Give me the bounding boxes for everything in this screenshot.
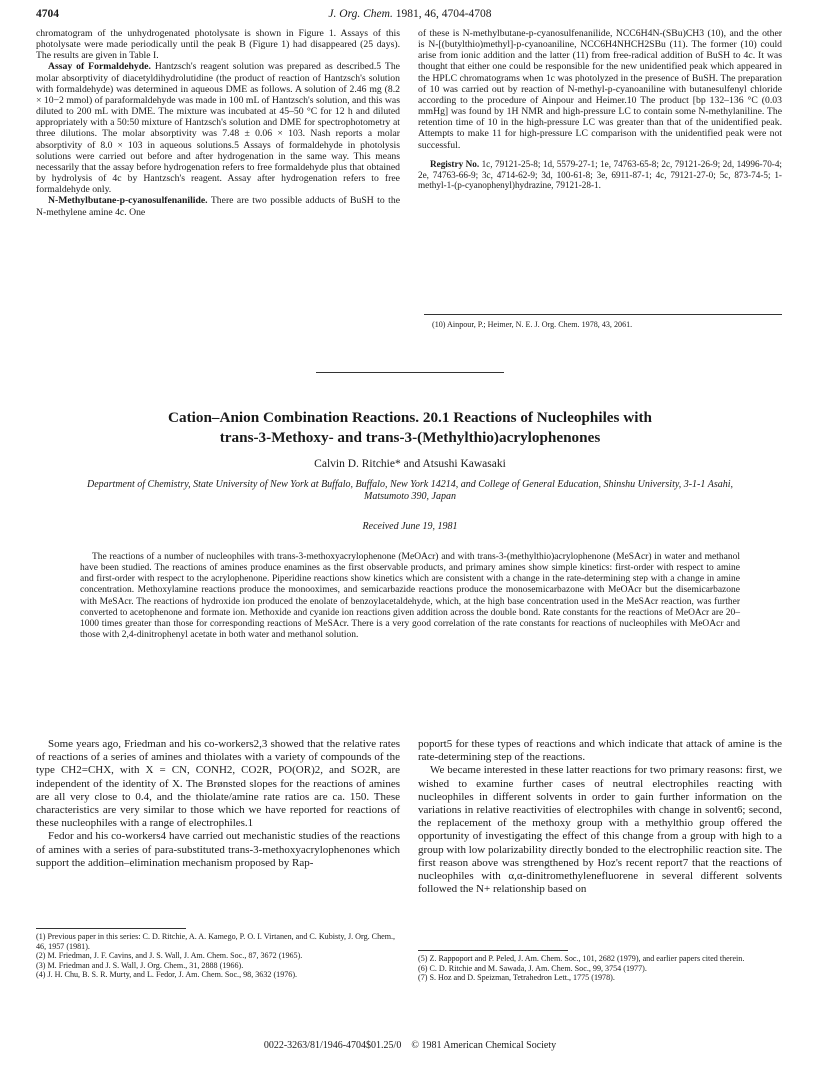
formaldehyde-heading: Assay of Formaldehyde.: [48, 61, 151, 73]
footnote: (3) M. Friedman and J. S. Wall, J. Org. Chem., 31, 2888 (1966).: [36, 960, 244, 970]
article-separator: [316, 372, 504, 373]
page-number: 4704: [36, 8, 59, 20]
running-header: [0, 8, 820, 20]
footnote-10: (10) Ainpour, P.; Heimer, N. E. J. Org. Chem. 1978, 43, 2061.: [432, 320, 633, 329]
body-paragraph: Some years ago, Friedman and his co-workers2,3 showed that the relative rates of reactions of a series of amines and thiolates with a variety of compounds of the type CH2=CHX, with X = CN, CONH2, CO2R, PO(OR)2, and SO2R, are independent of the identity of X. The Brønsted slopes for the reactions of amines are all very close to 0.4, and the thiolate/amine rate ratios are ca. 150. These characteristics are very similar to those which we have reported for reactions of these nucleophiles with a range of electrophiles.1: [36, 738, 400, 830]
footnote: (6) C. D. Ritchie and M. Sawada, J. Am. Chem. Soc., 99, 3754 (1977).: [418, 963, 647, 973]
footnotes-left: [36, 932, 400, 980]
sulfenanilide-text: There are two possible adducts of BuSH to the N-methylene amine 4c. One: [36, 195, 400, 218]
body-paragraph: Fedor and his co-workers4 have carried out mechanistic studies of the reactions of amines with a series of para-substituted trans-3-methoxyacrylophenones which support the addition–elimination mechanism proposed by Rap-: [36, 830, 400, 869]
footnote: (1) Previous paper in this series: C. D. Ritchie, A. A. Kamego, P. O. I. Virtanen, and C. Kubisty, J. Org. Chem., 46, 1957 (1981).: [36, 932, 396, 951]
title-line-2: trans-3-Methoxy- and trans-3-(Methylthio)acrylophenones: [219, 429, 601, 446]
body-paragraph: poport5 for these types of reactions and which indicate that attack of amine is the rate-determining step of the reactions.: [418, 738, 782, 764]
footnote-rule-right: [418, 950, 568, 951]
article-title: [40, 408, 780, 448]
footnotes-right: [418, 954, 782, 983]
authors: Calvin D. Ritchie* and Atsushi Kawasaki: [314, 458, 506, 470]
body-right-column: [418, 738, 782, 896]
title-line-1: Cation–Anion Combination Reactions. 20.1 Reactions of Nucleophiles with: [168, 409, 652, 426]
body-paragraph: We became interested in these latter reactions for two primary reasons: first, we wished to examine further cases of neutral electrophiles reacting with nucleophiles in different solvents in order to gain further information on the variations in relative reactivities of electrophiles with change in solvent6; second, the replacement of the methoxy group with a methylthio group offered the opportunity of investigating the effect of this change from a group with high to a group with low polarizability directly bonded to the electrophilic reaction site. The first reason above was strengthened by Hoz's recent report7 that the reactions of nucleophiles with α,α-dinitromethylenefluorene in several different solvents followed the N+ relationship based on: [418, 764, 782, 896]
footnote: (7) S. Hoz and D. Speizman, Tetrahedron Lett., 1775 (1978).: [418, 973, 615, 983]
prev-intro-paragraph: chromatogram of the unhydrogenated photolysate is shown in Figure 1. Assays of this photolysate were made periodically until the peak B (Figure 1) had disappeared (25 days). The results are given in Table I.: [36, 28, 400, 62]
copyright: © 1981 American Chemical Society: [411, 1040, 557, 1051]
footnote: (2) M. Friedman, J. F. Cavins, and J. S. Wall, J. Am. Chem. Soc., 87, 3672 (1965).: [36, 951, 303, 961]
received-date: Received June 19, 1981: [362, 521, 458, 532]
page-footer: [0, 1040, 820, 1051]
formaldehyde-text: Hantzsch's reagent solution was prepared as described.5 The molar absorptivity of diacetyldihydrolutidine (the product of reaction of Hantzsch's solution with formaldehyde) was determined in aqueous DME as follows. A solution of 2.46 mg (8.2 × 10−2 mmol) of paraformaldehyde was made in 100 mL of Hantzsch's solution, and this was diluted to 200 mL with DME. The mixture was incubated at 45–50 °C for 12 h and diluted appropriately with a 50:50 mixture of Hantzsch's solution and DME for spectrophotometry at three dilutions. The molar absorptivity was 7.48 ± 0.06 × 103. Nash reports a molar absorptivity of 8.0 × 103 in aqueous solutions.5 Assays of formaldehyde in photolysis solutions were carried out before and after hydrogenation in the same way. This means necessarily that the assay before hydrogenation refers to free formaldehyde plus that obtained by hydrolysis of 4c by Hantzsch's reagent. Assay after hydrogenation refers to free formaldehyde only.: [36, 61, 400, 196]
affiliation: Department of Chemistry, State University of New York at Buffalo, Buffalo, New York 14214, and College of General Education, Shinshu University, 3-1-1 Asahi, Matsumoto 390, Japan: [87, 479, 733, 502]
abstract: The reactions of a number of nucleophiles with trans-3-methoxyacrylophenone (MeOAcr) and with trans-3-(methylthio)acrylophenone (MeSAcr) in water and methanol have been studied. The reactions of amines produce enamines as the first observable products, and primary amines show simple kinetics: first-order with respect to amine and first-order with respect to the acrylophenone. Piperidine reactions show kinetics which are consistent with a change in the rate-determining step with a change in amine concentration. Methoxylamine reactions produce the monooximes, and semicarbazide reactions produce the monosemicarbazone with MeOAcr but the disemicarbazone with MeSAcr. The reactions of hydroxide ion produced the enolate of benzoylacetaldehyde, which, at the high base concentration used in the MeSAcr reaction, was further converted to acetophenone and formate ion. Methoxide and cyanide ion reactions given addition across the double bond. Rate constants for the reactions of MeOAcr are 20–1000 times greater than those for corresponding reactions of MeSAcr. There is a very good correlation of the rate constants for reactions of nucleophiles with MeOAcr and those with 2,4-dinitrophenyl acetate in both water and methanol solution.: [80, 552, 740, 641]
footnote-rule-left: [36, 928, 186, 929]
sulfenanilide-heading: N-Methylbutane-p-cyanosulfenanilide.: [48, 195, 208, 207]
journal-citation: 1981, 46, 4704-4708: [392, 8, 492, 20]
registry-label: Registry No.: [430, 158, 480, 169]
registry-paragraph: [418, 159, 782, 191]
prev-article-right-column: [418, 28, 782, 191]
footnote: (4) J. H. Chu, B. S. R. Murty, and L. Fedor, J. Am. Chem. Soc., 98, 3632 (1976).: [36, 970, 298, 980]
body-left-column: [36, 738, 400, 870]
footnote: (5) Z. Rappoport and P. Peled, J. Am. Chem. Soc., 101, 2682 (1979), and earlier papers cited therein.: [418, 954, 745, 963]
journal-name: J. Org. Chem.: [328, 8, 393, 20]
formaldehyde-assay-paragraph: [36, 61, 400, 195]
prev-right-paragraph: of these is N-methylbutane-p-cyanosulfenanilide, NCC6H4N-(SBu)CH3 (10), and the other is N-[(butylthio)methyl]-p-cyanoaniline, NCC6H4NHCH2SBu (11). The former (10) could arise from ionic addition and the latter (11) from free-radical addition of BuSH to 4c. It was thought that either one could be responsible for the new unidentified peak which appeared in the HPLC chromatograms when 1c was photolyzed in the presence of BuSH. The preparation of 10 was carried out by reaction of N-methyl-p-cyanoaniline with butanesulfenyl chloride according to the procedure of Ainpour and Heimer.10 The product [bp 132–136 °C (0.03 mmHg] was found by 1H NMR and high-pressure LC to contain some N-methylaniline. The retention time of 10 in the high-pressure LC was greater than that of the unidentified peak. Attempts to make 11 for high-pressure LC comparison with the unidentified peak were not successful.: [418, 28, 782, 151]
prev-article-left-column: [36, 28, 400, 218]
sulfenanilide-paragraph: [36, 195, 400, 217]
article-code: 0022-3263/81/1946-4704$01.25/0: [263, 1040, 402, 1051]
registry-text: 1c, 79121-25-8; 1d, 5579-27-1; 1e, 74763-65-8; 2c, 79121-26-9; 2d, 14996-70-4; 2e, 74763-66-9; 3c, 4714-62-9; 3d, 100-61-8; 3e, 6911-87-1; 4c, 79121-27-0; 5c, 873-74-5; 1-methyl-1-(p-cyanophenyl)hydrazine, 79121-28-1.: [418, 158, 782, 191]
footnote-divider: [424, 314, 782, 315]
